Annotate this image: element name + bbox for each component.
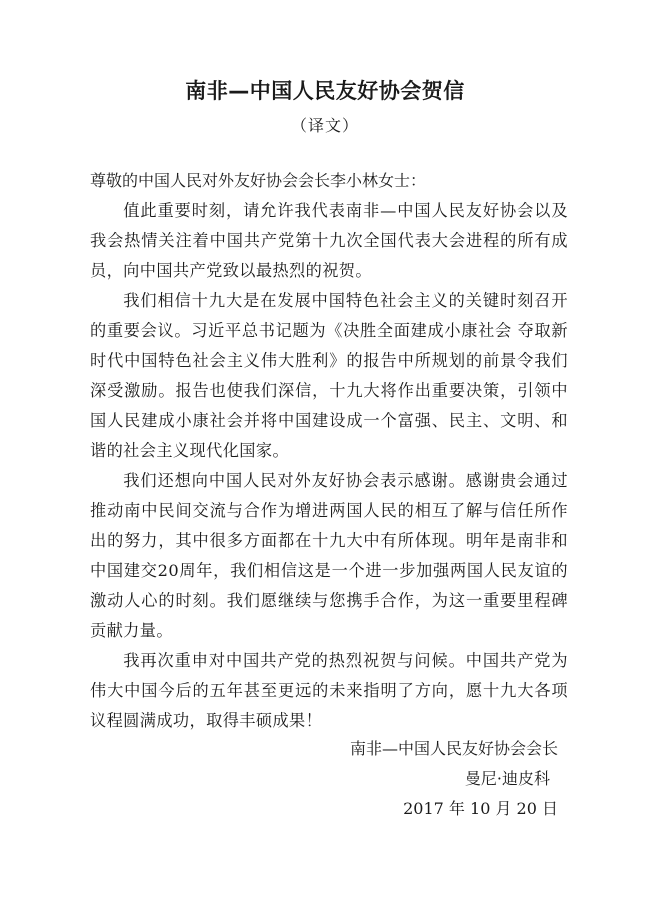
- signatory-title: 南非—中国人民友好协会会长: [349, 739, 558, 758]
- signature-block: [350, 734, 558, 824]
- signatory-name: 曼尼·迪皮科: [464, 769, 550, 788]
- translation-note: （译文）: [290, 116, 359, 135]
- letter-title: 南非—中国人民友好协会贺信: [185, 79, 465, 103]
- paragraph: 我们相信十九大是在发展中国特色社会主义的关键时刻召开的重要会议。习近平总书记题为《决胜全面建成小康社会 夺取新时代中国特色社会主义伟大胜利》的报告中所规划的前景令我们深受激励。报告也使我们深信，十九大将作出重要决策，引领中国人民建成小康社会并将中国建设成一个富强、民主、文明、和谐的社会主义现代化国家。: [90, 291, 568, 460]
- paragraph: 值此重要时刻，请允许我代表南非—中国人民友好协会以及我会热情关注着中国共产党第十九次全国代表大会进程的所有成员，向中国共产党致以最热烈的祝贺。: [90, 201, 568, 280]
- salutation: 尊敬的中国人民对外友好协会会长李小林女士：: [90, 171, 427, 190]
- letter-date: 2017 年 10 月 20 日: [403, 799, 558, 818]
- letter-body: [90, 196, 568, 736]
- paragraph: 我再次重申对中国共产党的热烈祝贺与问候。中国共产党为伟大中国今后的五年甚至更远的未来指明了方向，愿十九大各项议程圆满成功，取得丰硕成果！: [90, 651, 568, 730]
- paragraph: 我们还想向中国人民对外友好协会表示感谢。感谢贵会通过推动南中民间交流与合作为增进两国人民的相互了解与信任所作出的努力，其中很多方面都在十九大中有所体现。明年是南非和中国建交20周年，我们相信这是一个进一步加强两国人民友谊的激动人心的时刻。我们愿继续与您携手合作，为这一重要里程碑贡献力量。: [90, 471, 568, 640]
